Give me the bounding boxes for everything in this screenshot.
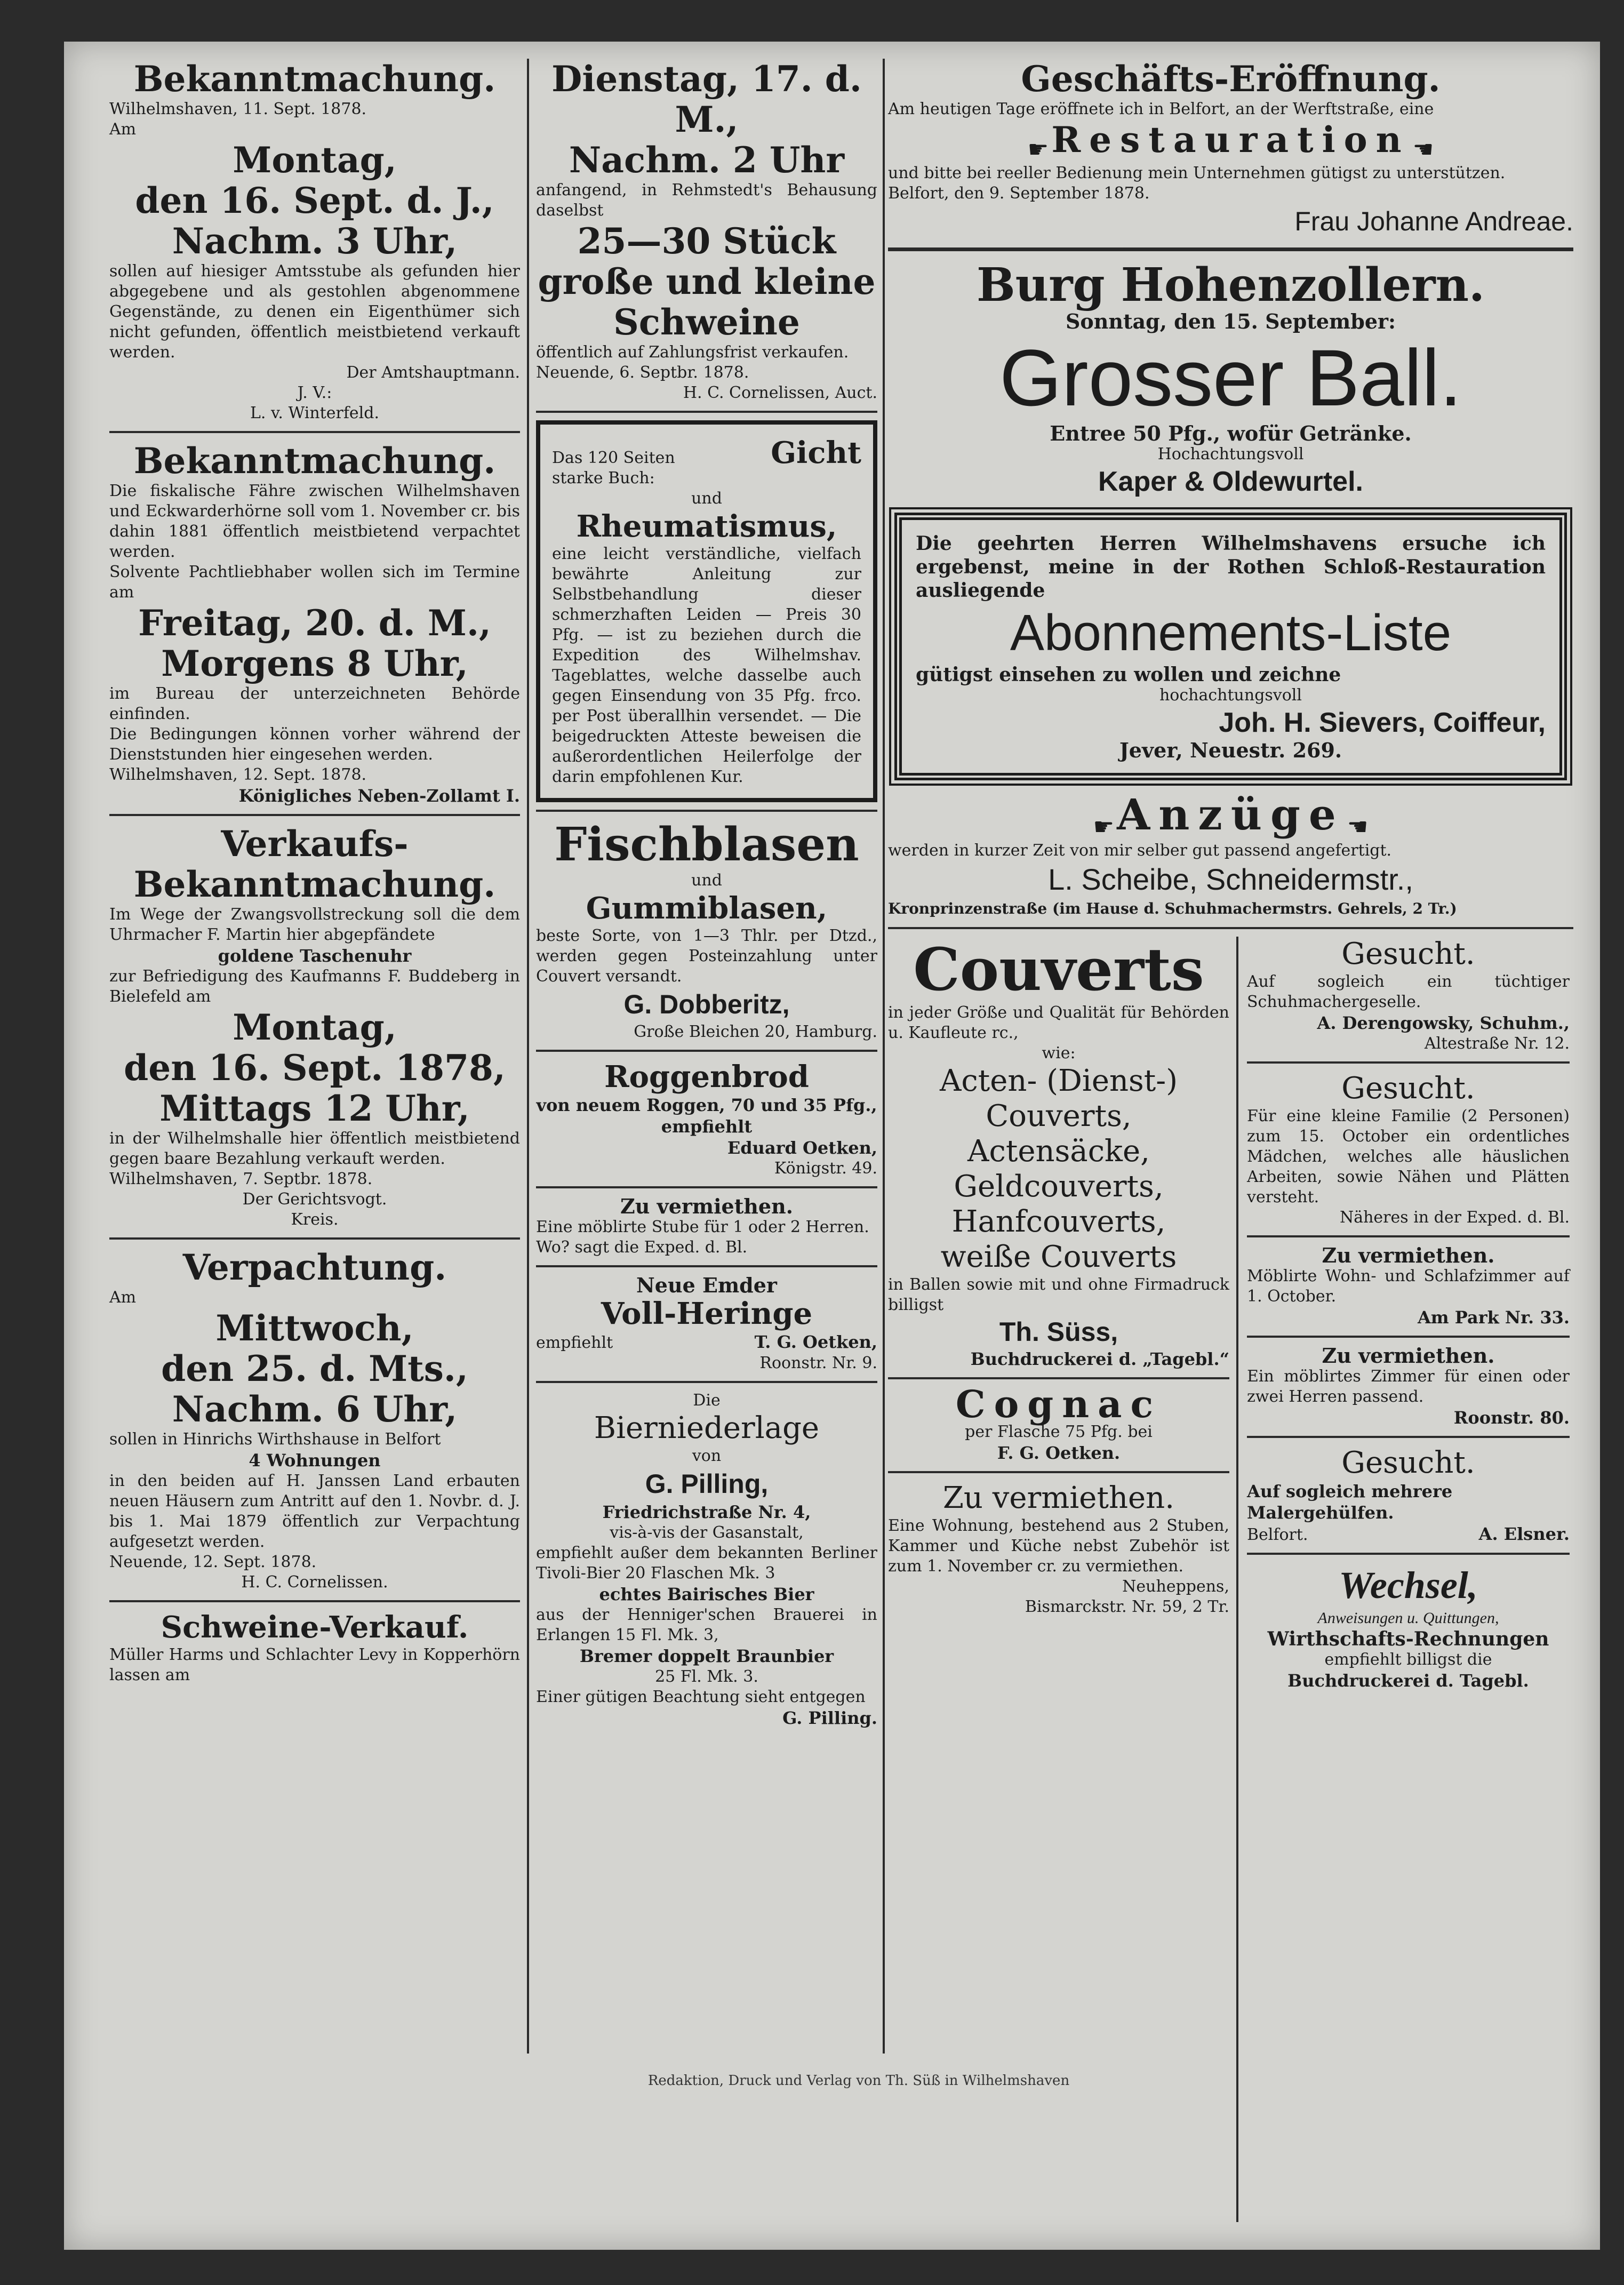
iv: J. V.: [297, 384, 332, 402]
place: Neuheppens, [1122, 1577, 1229, 1596]
wie: wie: [1042, 1044, 1076, 1062]
divider [536, 411, 877, 413]
und: und [691, 871, 722, 890]
ad-title: Verpachtung. [182, 1247, 447, 1288]
ad-text: Am heutigen Tage eröffnete ich in Belfort, an der Werftstraße, eine [888, 100, 1434, 118]
day: Montag, [233, 139, 397, 181]
ad-text: empfiehlt außer dem bekannten Berliner Tivoli-Bier 20 Flaschen Mk. 3 [536, 1544, 877, 1583]
place-date: Belfort, den 9. September 1878. [888, 184, 1150, 203]
address: Große Bleichen 20, Hamburg. [634, 1022, 877, 1041]
pointing-hand-right-icon: ☛ [1093, 813, 1115, 841]
ad-text: sollen auf hiesiger Amtsstube als gefunden hier abgegebene und als gestohlen abgenommene Gegenstände, zu denen ein Eigenthümer sich nicht gefunden, öffentlich meistbietend verkauft werden. [109, 262, 520, 362]
divider [109, 1600, 520, 1602]
ad-text: in jeder Größe und Qualität für Behörden u. Kaufleute rc., [888, 1003, 1229, 1042]
name: G. Pilling, [645, 1469, 769, 1499]
time: Nachm. 6 Uhr, [172, 1388, 458, 1430]
ad-text: in Ballen sowie mit und ohne Firmadruck billigst [888, 1275, 1229, 1314]
place-date: Wilhelmshaven, 7. Septbr. 1878. [109, 1170, 373, 1188]
name: A. Elsner. [1478, 1524, 1570, 1544]
pointing-hand-left-icon: ☚ [1347, 813, 1369, 841]
ad-text: eine leicht verständliche, vielfach bewährte Anleitung zur Selbstbehandlung dieser schmerzhaften Leiden — Preis 30 Pfg. — ist zu beziehen durch die Expedition des Wilhelmshav. Tageblattes, welche dasselbe auch gegen Einsendung von 35 Pfg. frco. per Post überallhin versendet. — Die beigedruckten Atteste beweisen die außerordentlichen Heilerfolge der darin empfohlenen Kur. [552, 545, 861, 786]
footer-imprint: Redaktion, Druck und Verlag von Th. Süß in Wilhelmshaven [647, 2073, 1070, 2089]
ad-text: Näheres in der Exped. d. Bl. [1339, 1208, 1570, 1227]
ad-title: Cognac [955, 1382, 1162, 1426]
ad-title: Wechsel, [1339, 1564, 1478, 1607]
ad-text: gütigst einsehen zu wollen und zeichne [916, 664, 1341, 686]
day: Mittwoch, [215, 1307, 414, 1349]
sub: Buchdruckerei d. „Tagebl.“ [970, 1349, 1229, 1369]
divider [1247, 1336, 1570, 1338]
signer: Kaper & Oldewurtel. [1098, 466, 1363, 497]
address: Friedrichstraße Nr. 4, [602, 1502, 811, 1522]
ad-title: Zu vermiethen. [1322, 1243, 1495, 1267]
ad-title: Bekanntmachung. [133, 440, 496, 482]
divider [1247, 1553, 1570, 1555]
ad-text: per Flasche 75 Pfg. bei [965, 1423, 1153, 1441]
item: 4 Wohnungen [249, 1450, 381, 1471]
text: Am [109, 120, 137, 139]
ad-text: zur Befriedigung des Kaufmanns F. Buddeberg in Bielefeld am [109, 967, 520, 1006]
divider [109, 814, 520, 816]
ad-text: Wo? sagt die Exped. d. Bl. [536, 1238, 748, 1257]
divider [536, 1265, 877, 1267]
time: Morgens 8 Uhr, [161, 643, 468, 684]
column-2 [536, 59, 877, 1729]
entry: Entree 50 Pfg., wofür Getränke. [1050, 421, 1412, 445]
authority: Der Gerichtsvogt. [242, 1190, 387, 1209]
ad-title: Bekanntmachung. [133, 58, 496, 100]
regards: hochachtungsvoll [1159, 686, 1302, 705]
signer: G. Pilling. [782, 1708, 877, 1728]
ad-text: in den beiden auf H. Janssen Land erbauten neuen Häusern zum Antritt auf den 1. Novbr. d. J. bis 1. Mai 1879 öffentlich zur Verpachtung aufgesetzt werden. [109, 1472, 520, 1551]
signer: L. Scheibe, Schneidermstr., [1048, 862, 1413, 896]
column-1 [109, 59, 520, 1685]
signer: Frau Johanne Andreae. [1294, 206, 1573, 236]
divider [536, 1186, 877, 1188]
ad-text: Die geehrten Herren Wilhelmshavens ersuche ich ergebenst, meine in der Rothen Schloß-Restauration ausliegende [916, 532, 1546, 602]
ad-text: empfiehlt billigst die [1324, 1650, 1492, 1669]
ad-text: aus der Henniger'schen Brauerei in Erlangen 15 Fl. Mk. 3, [536, 1605, 877, 1644]
place: Belfort. [1247, 1525, 1308, 1544]
sievers-box [894, 513, 1567, 780]
ad-text: anfangend, in Rehmstedt's Behausung daselbst [536, 181, 877, 220]
name: Buchdruckerei d. Tagebl. [1287, 1671, 1529, 1691]
divider [109, 431, 520, 433]
address: Kronprinzenstraße (im Hause d. Schuhmachermstrs. Gehrels, 2 Tr.) [888, 900, 1457, 917]
von: von [692, 1447, 722, 1465]
day: Montag, [233, 1006, 397, 1048]
place-date: Neuende, 6. Septbr. 1878. [536, 363, 749, 382]
column-3 [888, 58, 1573, 1691]
divider [888, 1471, 1229, 1473]
address: Roonstr. Nr. 9. [759, 1354, 877, 1372]
ad-text: Eine möblirte Stube für 1 oder 2 Herren. [536, 1218, 869, 1236]
ad-title: Gesucht. [1341, 1071, 1475, 1106]
ad-title: Schweine-Verkauf. [161, 1610, 469, 1645]
ad-title: Zu vermiethen. [1322, 1344, 1495, 1368]
item: Actensäcke, [967, 1134, 1150, 1169]
name: Eduard Oetken, [727, 1138, 877, 1158]
address: Bismarckstr. Nr. 59, 2 Tr. [1025, 1597, 1229, 1616]
column-rule [527, 59, 529, 2054]
ad-title: Anzüge [1117, 789, 1345, 840]
signer: H. C. Cornelissen, Auct. [683, 384, 877, 402]
ad-title: Bierniederlage [594, 1411, 820, 1445]
column-rule [1236, 937, 1238, 2222]
date: Sonntag, den 15. September: [1065, 309, 1396, 333]
ad-title: Gicht [771, 435, 861, 470]
item: Schweine [613, 301, 800, 343]
date: Dienstag, 17. d. M., [551, 58, 862, 140]
address: Jever, Neuestr. 269. [1119, 738, 1342, 762]
text: Am [109, 1288, 137, 1307]
ad-text: sollen in Hinrichs Wirthshause in Belfort [109, 1430, 441, 1449]
date: den 25. d. Mts., [161, 1348, 468, 1389]
ad-title: Verkaufs- [221, 823, 409, 865]
item: Wirthschafts-Rechnungen [1267, 1628, 1549, 1650]
date: den 16. Sept. d. J., [135, 180, 494, 221]
address: Altestraße Nr. 12. [1424, 1034, 1570, 1053]
ad-text: Auf sogleich ein tüchtiger Schuhmachergeselle. [1247, 972, 1570, 1011]
signer: L. v. Winterfeld. [250, 404, 380, 422]
die: Die [693, 1391, 721, 1410]
empf: empfiehlt [536, 1333, 613, 1352]
item: Bremer doppelt Braunbier [579, 1646, 834, 1666]
gicht-box [536, 420, 877, 802]
ad-text: Müller Harms und Schlachter Levy in Kopperhörn lassen am [109, 1645, 520, 1684]
address: vis-à-vis der Gasanstalt, [610, 1523, 804, 1542]
ad-title: Geschäfts-Eröffnung. [1021, 58, 1441, 100]
name: F. G. Oetken. [997, 1443, 1121, 1463]
item: weiße Couverts [940, 1240, 1177, 1274]
date: Freitag, 20. d. M., [138, 602, 491, 644]
pointing-hand-right-icon: ☛ [1027, 136, 1049, 163]
ad-text: Im Wege der Zwangsvollstreckung soll die dem Uhrmacher F. Martin hier abgepfändete [109, 905, 520, 944]
couverts-ad [888, 937, 1229, 1617]
authority: Der Amtshauptmann. [346, 363, 520, 382]
ad-text: Anweisungen u. Quittungen, [1317, 1609, 1499, 1627]
item: Couverts, [986, 1099, 1132, 1133]
ad-text: Die fiskalische Fähre zwischen Wilhelmshaven und Eckwarderhörne soll vom 1. November cr. bis dahin 1881 öffentlich meistbietend verpachtet werden. [109, 482, 520, 561]
ad-title: Zu vermiethen. [620, 1194, 793, 1218]
ad-text: Für eine kleine Familie (2 Personen) zum 15. October ein ordentliches Mädchen, welches alle häuslichen Arbeiten, sowie Nähen und Plätten versteht. [1247, 1107, 1570, 1207]
place-date: Wilhelmshaven, 11. Sept. 1878. [109, 100, 367, 118]
place-date: Wilhelmshaven, 12. Sept. 1878. [109, 765, 367, 784]
item: Acten- (Dienst-) [939, 1064, 1178, 1098]
ad-title: Voll-Heringe [601, 1296, 813, 1331]
item: Geldcouverts, [954, 1169, 1164, 1204]
ad-title: Gesucht. [1341, 1445, 1475, 1480]
ad-title: Fischblasen [554, 818, 859, 872]
und: und [691, 489, 722, 508]
date: den 16. Sept. 1878, [124, 1047, 506, 1089]
item: echtes Bairisches Bier [599, 1584, 814, 1604]
ad-text: Solvente Pachtliebhaber wollen sich im Termine am [109, 563, 520, 602]
ad-text: im Bureau der unterzeichneten Behörde einfinden. [109, 684, 520, 723]
divider [536, 1050, 877, 1052]
divider [1247, 1235, 1570, 1237]
ad-text: werden in kurzer Zeit von mir selber gut passend angefertigt. [888, 841, 1392, 860]
intro: Das 120 Seiten starke Buch: [552, 449, 675, 488]
ad-text: Ein möblirtes Zimmer für einen oder zwei Herren passend. [1247, 1367, 1570, 1406]
ad-title: Zu vermiethen. [942, 1481, 1175, 1515]
signer: Königliches Neben-Zollamt I. [238, 786, 520, 806]
ad-text: öffentlich auf Zahlungsfrist verkaufen. [536, 343, 849, 362]
name: G. Dobberitz, [623, 989, 790, 1019]
item: goldene Taschenuhr [218, 946, 412, 966]
count: 25—30 Stück [577, 220, 836, 262]
name: Th. Süss, [999, 1317, 1118, 1347]
ad-title: Burg Hohenzollern. [976, 258, 1485, 312]
signer: Kreis. [291, 1210, 339, 1229]
ad-text: Eine Wohnung, bestehend aus 2 Stuben, Kammer und Küche nebst Zubehör ist zum 1. November cr. zu vermiethen. [888, 1516, 1229, 1576]
ad-text: Auf sogleich mehrere Malergehülfen. [1247, 1481, 1453, 1523]
divider [109, 1237, 520, 1240]
ad-title: Rheumatismus, [576, 509, 837, 544]
ad-text: in der Wilhelmshalle hier öffentlich meistbietend gegen baare Bezahlung verkauft werden. [109, 1129, 520, 1168]
pointing-hand-left-icon: ☚ [1412, 136, 1434, 163]
time: Mittags 12 Uhr, [159, 1088, 470, 1129]
ad-title: Abonnements-Liste [1010, 604, 1452, 661]
time: Nachm. 3 Uhr, [172, 220, 458, 262]
address: Königstr. 49. [774, 1159, 877, 1178]
ad-text: Einer gütigen Beachtung sieht entgegen [536, 1688, 866, 1706]
ad-text: Die Bedingungen können vorher während der Dienststunden hier eingesehen werden. [109, 725, 520, 764]
divider [888, 927, 1573, 929]
item: große und kleine [538, 261, 876, 302]
ad-title: Bekanntmachung. [133, 864, 496, 905]
ad-text: beste Sorte, von 1—3 Thlr. per Dtzd., werden gegen Posteinzahlung unter Couvert versandt. [536, 926, 877, 986]
column-rule [883, 59, 885, 2054]
address: Am Park Nr. 33. [1417, 1307, 1570, 1328]
address: Roonstr. 80. [1453, 1408, 1570, 1428]
ad-title: Couverts [913, 935, 1204, 1004]
name: T. G. Oetken, [754, 1332, 877, 1352]
time: Nachm. 2 Uhr [569, 139, 845, 181]
item: Restauration [1051, 119, 1410, 161]
divider [536, 810, 877, 812]
ad-text: von neuem Roggen, 70 und 35 Pfg., empfiehlt [536, 1095, 877, 1137]
event: Grosser Ball. [999, 333, 1462, 422]
divider [888, 1377, 1229, 1379]
regards: Hochachtungsvoll [1157, 445, 1304, 464]
divider [1247, 1061, 1570, 1064]
signer: Joh. H. Sievers, Coiffeur, [1219, 707, 1546, 738]
ad-title: Gesucht. [1341, 937, 1475, 971]
ad-title: Roggenbrod [604, 1059, 809, 1094]
ad-title: Neue Emder [636, 1273, 777, 1297]
ad-text: und bitte bei reeller Bedienung mein Unternehmen gütigst zu unterstützen. [888, 164, 1506, 182]
ad-text: Möblirte Wohn- und Schlafzimmer auf 1. October. [1247, 1267, 1570, 1306]
divider [888, 247, 1573, 251]
name: A. Derengowsky, Schuhm., [1317, 1013, 1570, 1033]
item: Hanfcouverts, [951, 1204, 1166, 1239]
right-subcolumn [1247, 937, 1570, 1691]
ad-title: Gummiblasen, [586, 891, 828, 926]
signer: H. C. Cornelissen. [241, 1573, 388, 1592]
divider [536, 1381, 877, 1383]
ad-text: 25 Fl. Mk. 3. [655, 1667, 758, 1686]
place-date: Neuende, 12. Sept. 1878. [109, 1553, 317, 1571]
divider [1247, 1436, 1570, 1438]
